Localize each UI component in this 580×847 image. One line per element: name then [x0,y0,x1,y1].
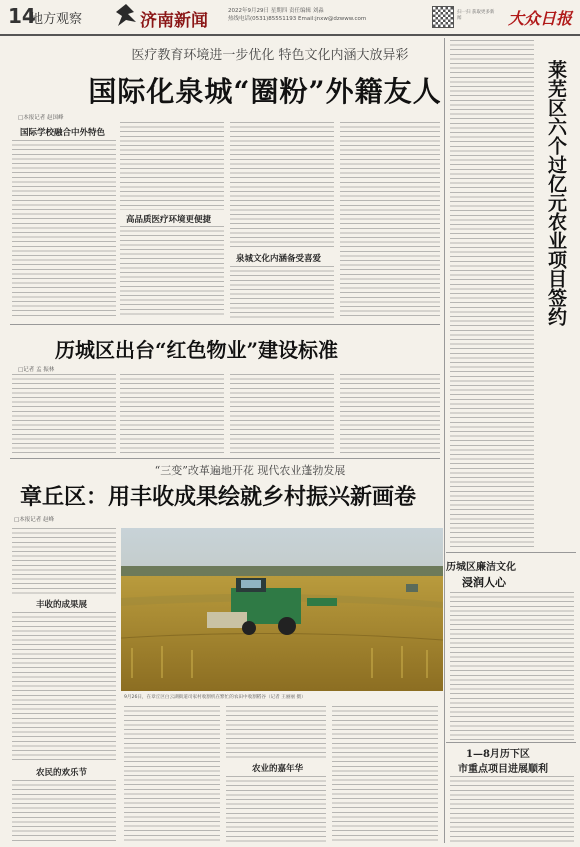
story2-top-rule [10,324,440,325]
right-divider-1 [446,552,576,553]
qr-caption: 扫一扫 获取更多新闻 [457,10,495,21]
meta-contact-line: 热线电话(0531)85551193 Email:jnxw@dzwww.com [228,16,367,22]
story3-column-4-text [332,706,438,842]
column-name: 济南新闻 [140,11,208,31]
story3-column-2-text [124,706,220,842]
story1-column-2-text [120,226,224,318]
story3-headline: 章丘区：用丰收成果绘就乡村振兴新画卷 [20,484,417,510]
story2-column-2-text [120,374,224,454]
story1-subhead-2: 高品质医疗环境更便捷 [126,215,212,225]
story1-column-3-text [230,266,334,318]
story3-subhead-1: 丰收的成果展 [36,600,88,610]
section-name: 地方观察 [30,12,83,27]
right-story2-text [450,592,574,740]
story2-byline: □记者 孟 振林 [18,367,55,373]
meta-date-line: 2022年9月29日 星期四 责任编辑 刘淼 [228,8,324,14]
story3-subhead-2: 农民的欢乐节 [36,768,88,778]
qr-code-icon [432,6,454,28]
right-story-headline: 莱芜区六个过亿元农业项目签约 [545,60,567,326]
page-number: 14 [8,4,36,28]
story1-subhead-3: 泉城文化内涵备受喜爱 [236,254,322,264]
right-story2-headline-line1: 历城区廉洁文化 [446,562,516,573]
story1-subhead-1: 国际学校融合中外特色 [20,128,106,138]
story3-kicker: “三变”改革遍地开花 现代农业蓬勃发展 [154,464,346,477]
right-story3-headline-line1: 1—8月历下区 [466,749,530,760]
story3-column-3-text [226,776,326,842]
harvest-photo [121,528,443,691]
story1-column-3-text-top [230,122,334,248]
story3-column-1-text-bottom [12,780,116,842]
story2-column-3-text [230,374,334,454]
story3-column-3-text-top [226,706,326,758]
right-story-text [450,40,534,550]
story3-column-1-text-top [12,528,116,594]
story1-column-2-text-top [120,122,224,210]
right-story2-headline-line2: 浸润人心 [462,576,506,589]
right-story3-text [450,776,574,842]
right-divider-2 [446,742,576,743]
story3-subhead-3: 农业的嘉年华 [252,764,304,774]
story1-column-1-text [12,140,116,318]
story1-byline: □本报记者 赵国峰 [18,115,64,121]
story2-column-4-text [340,374,440,454]
story3-byline: □本报记者 赵峰 [14,517,54,523]
right-story3-headline-line2: 市重点项目进展顺利 [458,764,548,775]
photo-caption: 9月26日，在章丘区白云湖街道司家村收割机在繁忙的农田中收割稻谷（记者 王丽丽 摄） [124,695,306,700]
story2-headline: 历城区出台“红色物业”建设标准 [55,338,339,362]
leaf-logo-icon [112,2,140,32]
harvest-field-image [121,528,443,691]
newspaper-brand: 大众日报 [508,9,573,28]
story2-column-1-text [12,374,116,454]
story1-kicker: 医疗教育环境进一步优化 特色文化内涵大放异彩 [131,48,409,63]
masthead-meta [228,7,398,23]
story1-column-4-text [340,122,440,318]
story3-top-rule [10,458,440,459]
right-column-divider [444,38,445,843]
story1-headline: 国际化泉城“圈粉”外籍友人 [88,75,442,108]
story3-column-1-text [12,612,116,762]
header-rule [0,34,580,36]
